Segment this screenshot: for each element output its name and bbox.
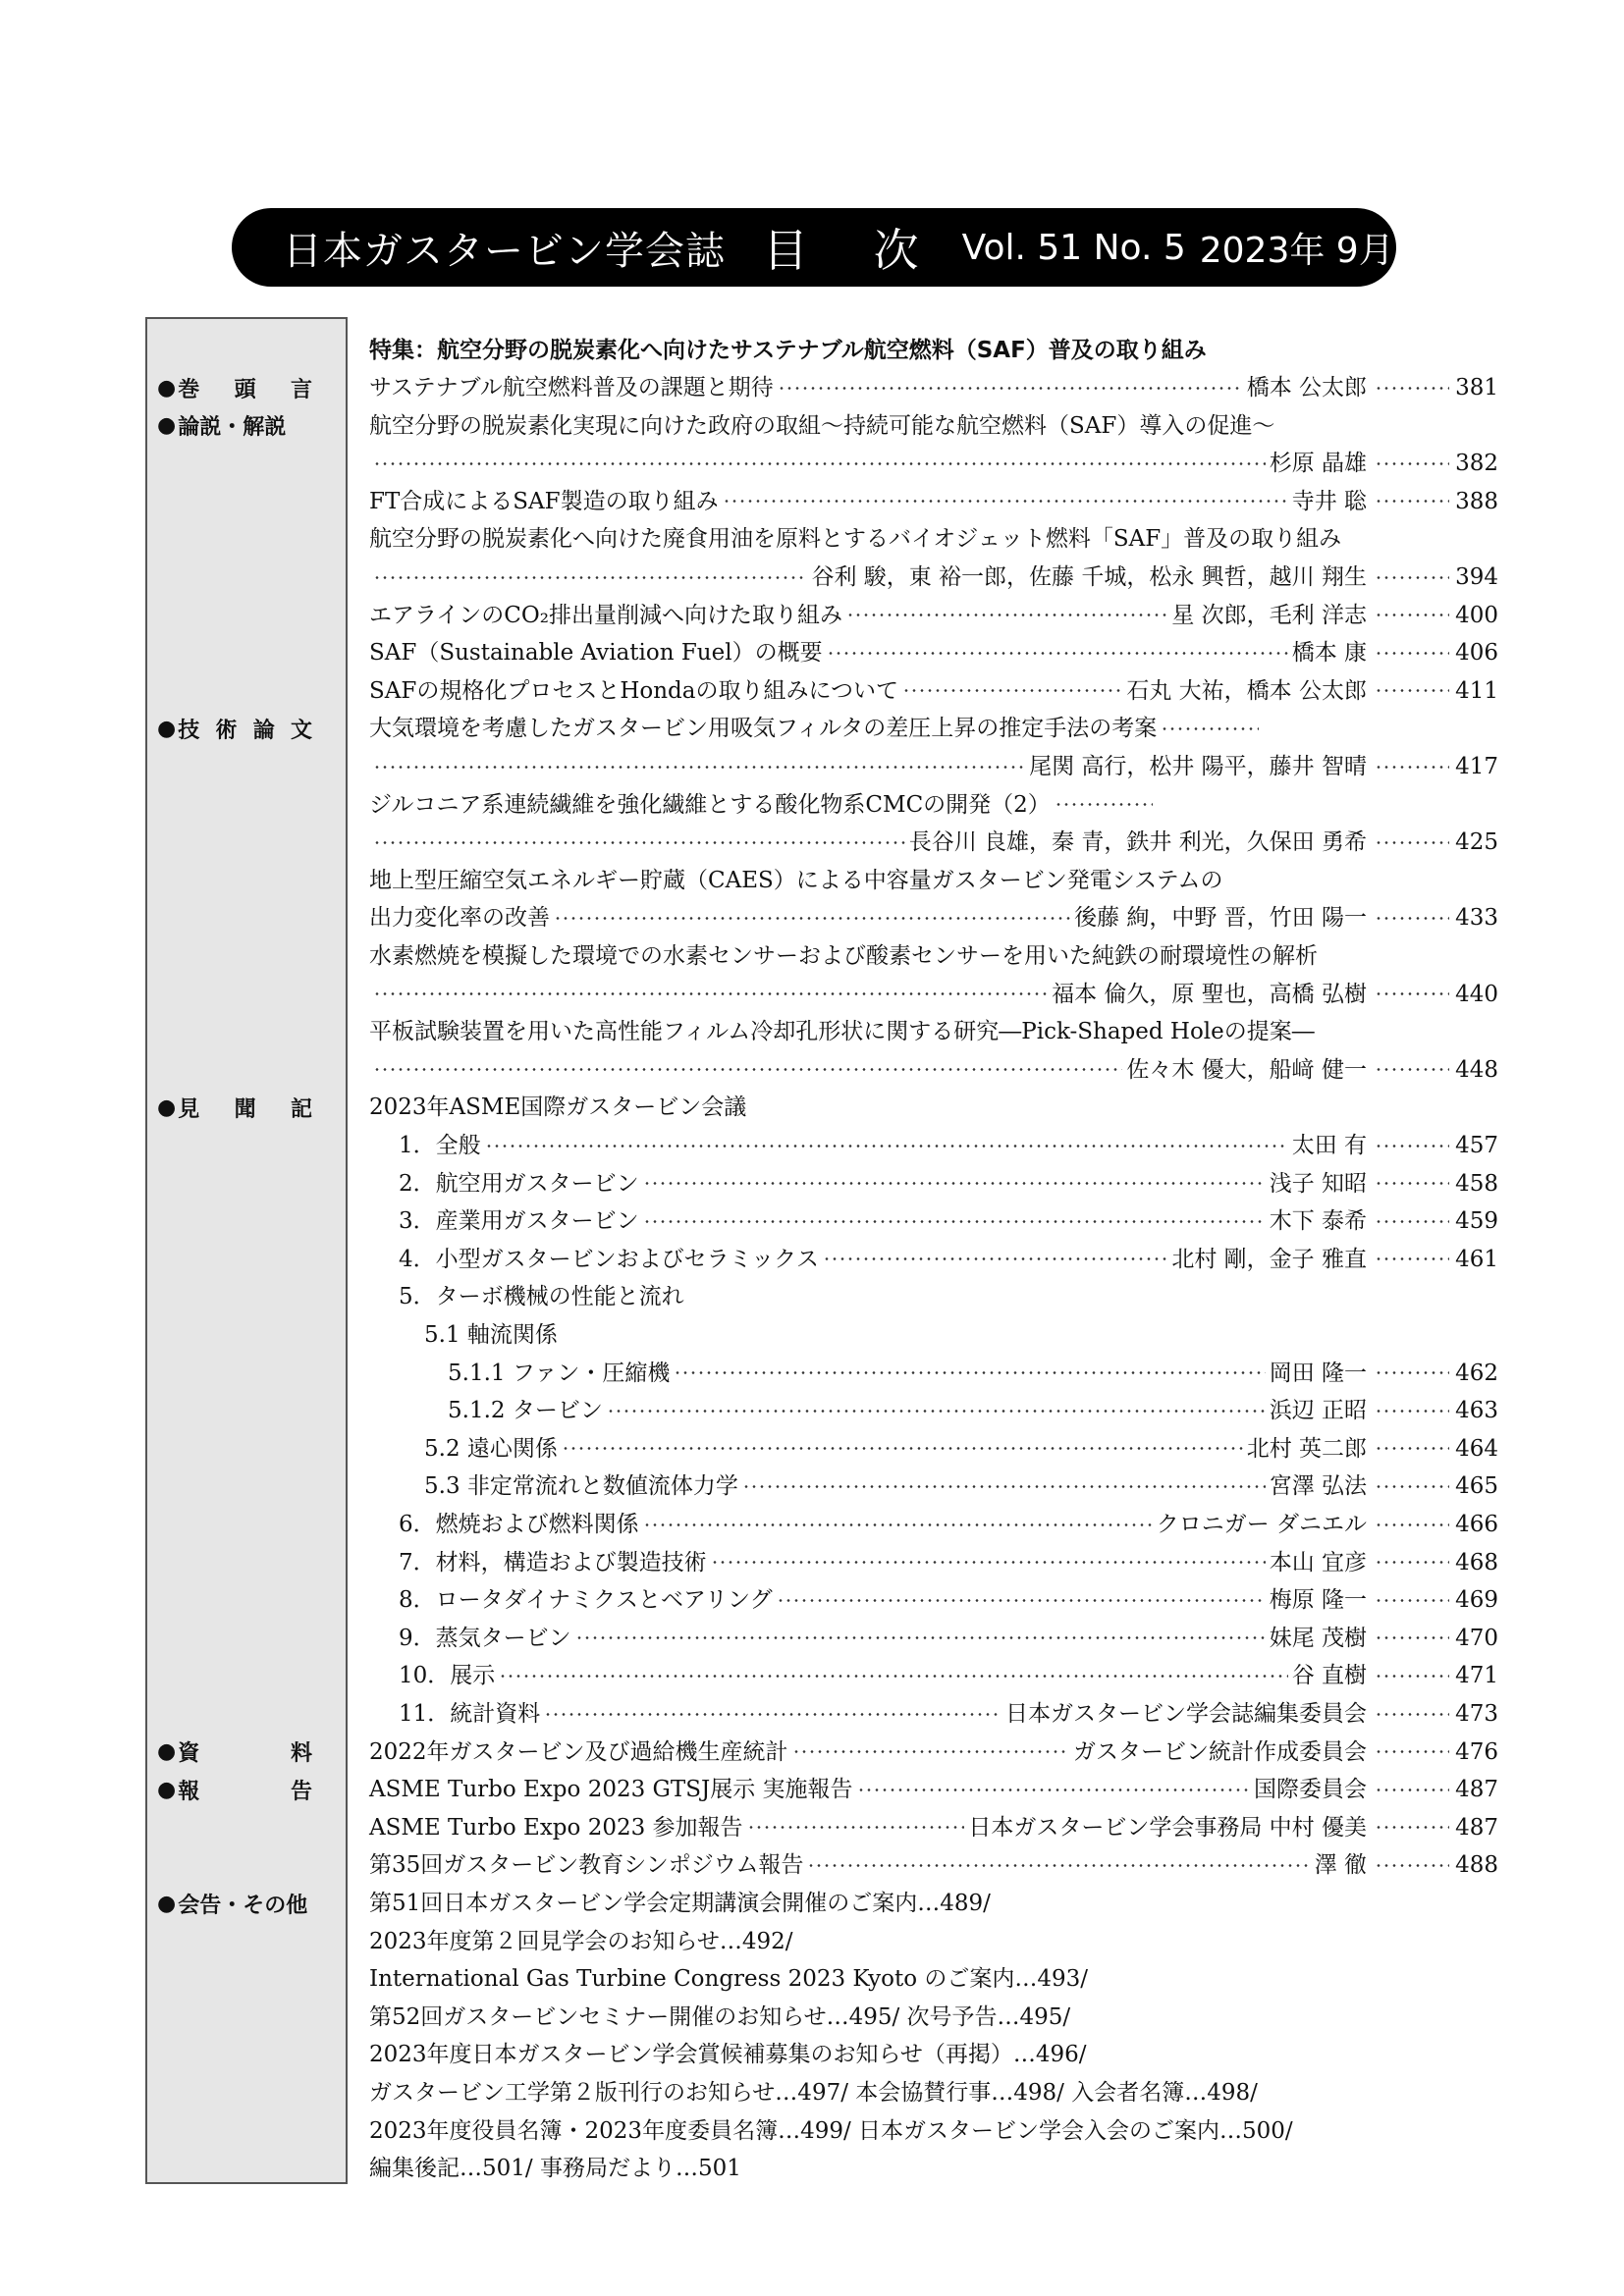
entry-author: クロニガー ダニエル [1156, 1512, 1367, 1537]
entry-page: 394 [1455, 564, 1498, 590]
entry-title: 8．ロータダイナミクスとベアリング [399, 1587, 773, 1614]
dot-leader [373, 766, 1025, 769]
toc-entry[interactable] [399, 1695, 1498, 1733]
dot-leader [373, 992, 1048, 995]
toc-entry[interactable] [369, 976, 1498, 1013]
dot-leader [643, 1220, 1266, 1223]
toc-entry[interactable] [369, 862, 1498, 899]
toc-entry[interactable] [369, 483, 1498, 520]
entry-title: 1．全般 [399, 1133, 481, 1158]
entry-page: 463 [1455, 1398, 1498, 1424]
entry-page: 457 [1455, 1133, 1498, 1158]
entry-author: 谷利 駿，東 裕一郎，佐藤 千城，松永 興哲，越川 翔生 [811, 564, 1367, 590]
entry-author: 尾関 高行，松井 陽平，藤井 智晴 [1029, 754, 1367, 779]
toc-entry[interactable] [399, 1165, 1498, 1202]
dot-leader [1161, 727, 1259, 730]
toc-entry[interactable] [369, 1960, 1498, 1998]
page-leader [1375, 1257, 1449, 1260]
entry-page: 487 [1455, 1814, 1498, 1841]
toc-entry[interactable] [369, 710, 1498, 747]
page-leader [1375, 992, 1449, 995]
entry-title: 2023年度役員名簿・2023年度委員名簿…499/ 日本ガスタービン学会入会のご案内…500/ [369, 2117, 1293, 2144]
issue-date: 2023年 9月 [1199, 230, 1394, 271]
dot-leader [823, 1257, 1167, 1260]
entry-author: 澤 徹 [1314, 1852, 1367, 1879]
entry-author: 石丸 大祐，橋本 公太郎 [1126, 677, 1367, 704]
page-leader [1375, 1068, 1449, 1071]
toc-entry[interactable] [369, 2150, 1498, 2187]
entry-title: 2023年度第２回見学会のお知らせ…492/ [369, 1928, 793, 1954]
page-leader [1375, 652, 1449, 655]
dot-leader [373, 576, 807, 579]
dot-leader [711, 1561, 1266, 1564]
toc-entry[interactable] [369, 1089, 1498, 1126]
toc-entry[interactable] [369, 1771, 1498, 1808]
dot-leader [674, 1371, 1265, 1374]
entry-author: ガスタービン統計作成委員会 [1073, 1738, 1367, 1765]
entry-title: エアラインのCO₂排出量削減へ向けた取り組み [369, 602, 842, 628]
dot-leader [792, 1750, 1069, 1753]
page-leader [1375, 1789, 1449, 1791]
entry-page: 417 [1455, 754, 1498, 779]
dot-leader [857, 1789, 1250, 1791]
dot-leader [544, 1713, 1001, 1716]
entry-author: 宮澤 弘法 [1269, 1473, 1367, 1500]
entry-title: 編集後記…501/ 事務局だより…501 [369, 2156, 741, 2182]
toc-entry[interactable] [369, 2036, 1498, 2073]
dot-leader [373, 462, 1266, 465]
category-label: ● 報 告 [157, 1777, 312, 1804]
toc-entry[interactable] [369, 899, 1498, 936]
entry-page: 425 [1455, 829, 1498, 856]
category-label: ● 巻 頭 言 [157, 375, 312, 402]
entry-page: 466 [1455, 1512, 1498, 1537]
page-leader [1375, 917, 1449, 920]
entry-author: 佐々木 優大，船﨑 健一 [1126, 1056, 1367, 1083]
entry-title: ASME Turbo Expo 2023 参加報告 [369, 1814, 743, 1841]
page-leader [1375, 1713, 1449, 1716]
page-leader [1375, 1447, 1449, 1450]
entry-title: サステナブル航空燃料普及の課題と期待 [369, 375, 774, 400]
entry-title: 水素燃焼を模擬した環境での水素センサーおよび酸素センサーを用いた純鉄の耐環境性の解析 [369, 943, 1318, 969]
dot-leader [643, 1523, 1153, 1526]
dot-leader [807, 1864, 1310, 1867]
page-leader [1375, 1371, 1449, 1374]
entry-title: 5.2 遠心関係 [424, 1435, 558, 1462]
toc-entry[interactable] [399, 1241, 1498, 1278]
page-leader [1375, 1826, 1449, 1829]
bullet-icon: ● [157, 413, 177, 439]
page-leader [1375, 1182, 1449, 1185]
entry-title: 2023年度日本ガスタービン学会賞候補募集のお知らせ（再掲）…496/ [369, 2042, 1087, 2068]
entry-title: 11．統計資料 [399, 1701, 541, 1727]
entry-page: 462 [1455, 1360, 1498, 1386]
dot-leader [575, 1636, 1266, 1639]
entry-title: 2．航空用ガスタービン [399, 1170, 639, 1197]
toc-entry[interactable] [369, 597, 1498, 634]
entry-page: 381 [1455, 375, 1498, 400]
toc-entry[interactable] [399, 1506, 1498, 1543]
entry-title: 出力変化率の改善 [369, 905, 550, 932]
entry-page: 468 [1455, 1549, 1498, 1575]
page-leader [1375, 500, 1449, 503]
page-leader [1375, 1485, 1449, 1488]
entry-page: 406 [1455, 640, 1498, 667]
toc-entry[interactable] [369, 1734, 1498, 1771]
entry-author: 浅子 知昭 [1269, 1170, 1367, 1197]
bullet-icon: ● [157, 716, 177, 741]
page-leader [1375, 1636, 1449, 1639]
dot-leader [902, 689, 1122, 692]
entry-title: 5.1 軸流関係 [424, 1322, 558, 1348]
entry-page: 400 [1455, 602, 1498, 628]
toc-entry[interactable] [448, 1392, 1498, 1429]
toc-entry[interactable] [399, 1278, 1498, 1315]
dot-leader [643, 1182, 1266, 1185]
dot-leader [499, 1675, 1287, 1678]
entry-author: 日本ガスタービン学会事務局 中村 優美 [968, 1814, 1367, 1841]
entry-title: 航空分野の脱炭素化へ向けた廃食用油を原料とするバイオジェット燃料「SAF」普及の取り組み [369, 526, 1342, 553]
entry-title: 3．産業用ガスタービン [399, 1208, 639, 1235]
dot-leader [373, 1068, 1122, 1071]
entry-page: 458 [1455, 1170, 1498, 1197]
bullet-icon: ● [157, 1095, 177, 1120]
entry-author: 谷 直樹 [1291, 1663, 1367, 1689]
dot-leader [723, 500, 1288, 503]
entry-author: 国際委員会 [1254, 1777, 1367, 1803]
special-feature-title[interactable]: 特集：航空分野の脱炭素化へ向けたサステナブル航空燃料（SAF）普及の取り組み [369, 338, 1207, 363]
dot-leader [747, 1826, 965, 1829]
page-leader [1375, 1864, 1449, 1867]
entry-author: 本山 宜彦 [1269, 1549, 1367, 1575]
entry-title: 7．材料，構造および製造技術 [399, 1549, 707, 1575]
toc-entry[interactable] [369, 937, 1498, 975]
toc-entry[interactable] [369, 1051, 1498, 1089]
entry-author: 星 次郎，毛利 洋志 [1171, 602, 1367, 628]
entry-page: 411 [1455, 677, 1498, 704]
dot-leader [485, 1145, 1288, 1148]
toc-entry[interactable] [399, 1620, 1498, 1657]
entry-title: 2022年ガスタービン及び過給機生産統計 [369, 1738, 788, 1765]
page-leader [1375, 576, 1449, 579]
toc-entry[interactable] [369, 2074, 1498, 2111]
toc-entry[interactable] [448, 1355, 1498, 1392]
toc-entry[interactable] [369, 1923, 1498, 1960]
entry-page: 488 [1455, 1852, 1498, 1879]
entry-author: 浜辺 正昭 [1269, 1398, 1367, 1424]
entry-author: 北村 英二郎 [1246, 1435, 1367, 1462]
entry-page: 465 [1455, 1473, 1498, 1500]
toc-entry[interactable] [424, 1468, 1498, 1505]
toc-header [232, 208, 1396, 287]
entry-page: 459 [1455, 1208, 1498, 1235]
dot-leader [846, 614, 1167, 616]
entry-title: 第51回日本ガスタービン学会定期講演会開催のご案内…489/ [369, 1891, 991, 1916]
category-label: ● 見 聞 記 [157, 1095, 312, 1122]
entry-title: 10．展示 [399, 1663, 496, 1689]
entry-page: 448 [1455, 1056, 1498, 1083]
entry-title: FT合成によるSAF製造の取り組み [369, 488, 719, 514]
toc-entry[interactable] [369, 672, 1498, 710]
toc-entry[interactable] [369, 1885, 1498, 1922]
entry-author: 太田 有 [1291, 1133, 1367, 1158]
entry-title: 6．燃焼および燃料関係 [399, 1512, 639, 1537]
entry-title: 地上型圧縮空気エネルギー貯蔵（CAES）による中容量ガスタービン発電システムの [369, 867, 1223, 893]
toc-entry[interactable] [399, 1202, 1498, 1240]
entry-title: 第35回ガスタービン教育シンポジウム報告 [369, 1852, 804, 1879]
category-label: ● 技 術 論 文 [157, 716, 312, 743]
toc-entry[interactable] [369, 2112, 1498, 2150]
entry-author: 後藤 絢，中野 晋，竹田 陽一 [1074, 905, 1367, 932]
page-leader [1375, 766, 1449, 769]
entry-page: 461 [1455, 1246, 1498, 1272]
page-leader [1375, 841, 1449, 844]
entry-page: 382 [1455, 451, 1498, 477]
dot-leader [777, 1599, 1266, 1602]
toc-entry[interactable] [369, 1999, 1498, 2036]
volume-number: Vol. 51 No. 5 [961, 227, 1186, 268]
bullet-icon: ● [157, 1739, 177, 1765]
entry-author: 北村 剛，金子 雅直 [1171, 1246, 1367, 1272]
entry-page: 476 [1455, 1738, 1498, 1765]
entry-title: International Gas Turbine Congress 2023 Kyoto のご案内…493/ [369, 1966, 1089, 1993]
entry-page: 464 [1455, 1435, 1498, 1462]
entry-title: 5．ターボ機械の性能と流れ [399, 1284, 684, 1310]
toc-entry[interactable] [369, 824, 1498, 861]
dot-leader [607, 1410, 1266, 1413]
entry-title: 5.1.1 ファン・圧縮機 [448, 1360, 671, 1386]
toc-entry[interactable] [399, 1127, 1498, 1164]
journal-title: 日本ガスタービン学会誌 [283, 228, 726, 274]
entry-title: ガスタービン工学第２版刊行のお知らせ…497/ 本会協賛行事…498/ 入会者名簿…498/ [369, 2080, 1258, 2106]
dot-leader [742, 1485, 1266, 1488]
entry-author: 日本ガスタービン学会誌編集委員会 [1005, 1701, 1367, 1727]
page-leader [1375, 689, 1449, 692]
entry-author: 橋本 公太郎 [1246, 375, 1367, 400]
toc-entry[interactable] [369, 520, 1498, 558]
page-leader [1375, 1145, 1449, 1148]
bullet-icon: ● [157, 1777, 177, 1802]
entry-author: 杉原 晶雄 [1269, 451, 1367, 477]
entry-author: 福本 倫久，原 聖也，高橋 弘樹 [1052, 981, 1367, 1007]
entry-title: 2023年ASME国際ガスタービン会議 [369, 1095, 747, 1121]
entry-page: 440 [1455, 981, 1498, 1007]
entry-title: 大気環境を考慮したガスタービン用吸気フィルタの差圧上昇の推定手法の考案 [369, 716, 1158, 742]
entry-title: 4．小型ガスタービンおよびセラミックス [399, 1246, 819, 1272]
bullet-icon: ● [157, 1891, 177, 1916]
entry-page: 473 [1455, 1701, 1498, 1727]
entry-author: 妹尾 茂樹 [1269, 1625, 1367, 1651]
entry-title: 第52回ガスタービンセミナー開催のお知らせ…495/ 次号予告…495/ [369, 2003, 1071, 2030]
entry-title: 航空分野の脱炭素化実現に向けた政府の取組～持続可能な航空燃料（SAF）導入の促進～ [369, 412, 1275, 439]
entry-title: ASME Turbo Expo 2023 GTSJ展示 実施報告 [369, 1777, 853, 1803]
entry-page: 470 [1455, 1625, 1498, 1651]
toc-entry[interactable] [369, 634, 1498, 671]
entry-page: 469 [1455, 1587, 1498, 1614]
toc-heading: 目 次 [763, 224, 945, 277]
toc-entry[interactable] [369, 748, 1498, 785]
entry-page: 471 [1455, 1663, 1498, 1689]
dot-leader [1055, 803, 1153, 806]
toc-entry[interactable] [399, 1657, 1498, 1694]
entry-author: 梅原 隆一 [1269, 1587, 1367, 1614]
dot-leader [827, 652, 1288, 655]
toc-entry[interactable] [369, 1809, 1498, 1846]
category-label: ● 論説・解説 [157, 413, 287, 441]
toc-entry[interactable] [369, 786, 1498, 824]
dot-leader [373, 841, 905, 844]
entry-page: 433 [1455, 905, 1498, 932]
entry-title: SAFの規格化プロセスとHondaの取り組みについて [369, 677, 899, 704]
page-leader [1375, 462, 1449, 465]
toc-entry[interactable] [424, 1316, 1498, 1354]
entry-title: ジルコニア系連続繊維を強化繊維とする酸化物系CMCの開発（2） [369, 791, 1051, 818]
page-leader [1375, 1599, 1449, 1602]
entry-title: SAF（Sustainable Aviation Fuel）の概要 [369, 640, 823, 667]
toc-entry[interactable] [369, 369, 1498, 406]
toc-entry[interactable] [369, 407, 1498, 445]
page-leader [1375, 1750, 1449, 1753]
entry-page: 388 [1455, 488, 1498, 514]
entry-author: 寺井 聡 [1291, 488, 1367, 514]
page-leader [1375, 1561, 1449, 1564]
entry-author: 木下 泰希 [1269, 1208, 1367, 1235]
page-leader [1375, 1220, 1449, 1223]
entry-title: 5.3 非定常流れと数値流体力学 [424, 1473, 738, 1500]
entry-title: 5.1.2 タービン [448, 1398, 603, 1424]
page-leader [1375, 1675, 1449, 1678]
page-leader [1375, 1523, 1449, 1526]
dot-leader [554, 917, 1070, 920]
page-leader [1375, 614, 1449, 616]
toc-entry[interactable] [369, 1013, 1498, 1050]
entry-author: 橋本 康 [1291, 640, 1367, 667]
toc-entry[interactable] [369, 1846, 1498, 1884]
toc-entry[interactable] [424, 1430, 1498, 1468]
toc-entry[interactable] [369, 559, 1498, 596]
dot-leader [562, 1447, 1243, 1450]
entry-author: 岡田 隆一 [1269, 1360, 1367, 1386]
page-leader [1375, 387, 1449, 390]
category-label: ● 会告・その他 [157, 1891, 308, 1918]
entry-title: 平板試験装置を用いた高性能フィルム冷却孔形状に関する研究―Pick-Shaped Holeの提案― [369, 1019, 1315, 1045]
toc-entry[interactable] [399, 1581, 1498, 1619]
entry-page: 487 [1455, 1777, 1498, 1803]
dot-leader [778, 387, 1243, 390]
entry-title: 9．蒸気タービン [399, 1625, 571, 1651]
category-label: ● 資 料 [157, 1739, 312, 1767]
entry-author: 長谷川 良雄，秦 青，鉄井 利光，久保田 勇希 [908, 829, 1367, 856]
toc-entry[interactable] [369, 445, 1498, 482]
toc-entry[interactable] [399, 1544, 1498, 1581]
page-leader [1375, 1410, 1449, 1413]
bullet-icon: ● [157, 375, 177, 400]
